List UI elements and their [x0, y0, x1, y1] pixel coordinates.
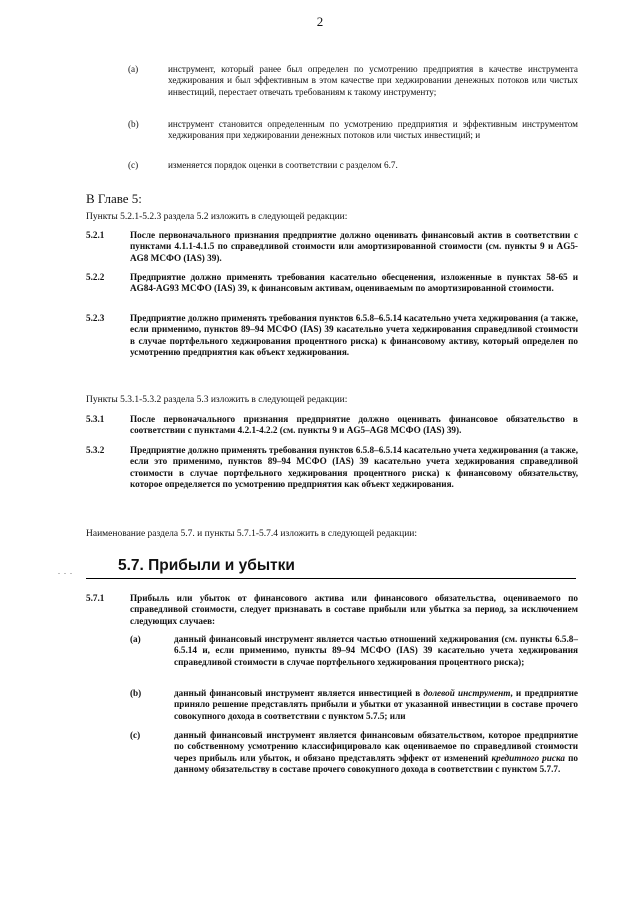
italic-term: кредитного риска	[491, 752, 565, 763]
section-52-intro: Пункты 5.2.1-5.2.3 раздела 5.2 изложить в следующей редакции:	[86, 212, 348, 222]
paragraph-5-2-1	[86, 230, 578, 264]
item-text: инструмент, который ранее был определен по усмотрению предприятия в качестве инструмента хеджирования и был эффективным в этом качестве при хеджировании денежных потоков или чистых инвестиций, перестает отвечать требованиям к такому инструменту;	[168, 64, 578, 97]
list-item-a	[128, 64, 578, 110]
list-item-c	[128, 160, 578, 172]
paragraph-number: 5.3.1	[86, 414, 105, 424]
sub-item-b	[130, 688, 578, 722]
sub-item-a	[130, 634, 578, 680]
item-text: инструмент становится определенным по усмотрению предприятия и эффективным инструментом хеджирования при хеджировании денежных потоков или чистых инвестиций; и	[168, 119, 578, 141]
section-title: 5.7. Прибыли и убытки	[118, 557, 295, 574]
paragraph-text: Предприятие должно применять требования касательно обесценения, изложенные в пунктах 58-65 и AG84-AG93 МСФО (IAS) 39, к финансовым активам, оцениваемым по амортизированной стоимости.	[130, 272, 578, 294]
sub-item-label: (a)	[130, 634, 141, 644]
paragraph-number: 5.2.3	[86, 313, 105, 323]
paragraph-number: 5.7.1	[86, 593, 105, 603]
paragraph-text: После первоначального признания предприятие должно оценивать финансовое обязательство в соответствии с пунктами 4.2.1-4.2.2 (см. пункты 9 и AG5–AG8 МСФО (IAS) 39).	[130, 414, 578, 436]
section-leader-dots: . . .	[58, 567, 73, 576]
paragraph-5-3-1	[86, 414, 578, 438]
paragraph-text: Предприятие должно применять требования пунктов 6.5.8–6.5.14 касательно учета хеджирования (а также, если это применимо, пунктов 89–94 МСФО (IAS) 39 касательно учета хеджирования справедливой стоимости в случае портфельного хеджирования процентного риска) к финансовому обязательству, которое определяется по усмотрению предприятия как объект хеджирования.	[130, 445, 578, 490]
item-label: (c)	[128, 160, 139, 170]
paragraph-number: 5.3.2	[86, 445, 105, 455]
sub-item-c	[130, 730, 578, 788]
paragraph-5-3-2	[86, 445, 578, 503]
item-label: (a)	[128, 64, 139, 74]
sub-item-text: данный финансовый инструмент является инвестицией в долевой инструмент, и предприятие приняло решение представлять прибыли и убытки от указанной инвестиции в составе прочего совокупного дохода в соответствии с пунктом 5.7.5; или	[174, 688, 579, 721]
list-item-b	[128, 119, 578, 153]
page-number: 2	[316, 14, 324, 29]
chapter-heading: В Главе 5:	[86, 191, 142, 206]
section-57-intro: Наименование раздела 5.7. и пункты 5.7.1-5.7.4 изложить в следующей редакции:	[86, 529, 418, 539]
sub-item-text: данный финансовый инструмент является частью отношений хеджирования (см. пункты 6.5.8–6.5.14 и, если применимо, пункты 89–94 МСФО (IAS) 39 касательно учета хеджирования справедливой стоимости в случае портфельного хеджирования процентного риска);	[174, 634, 578, 667]
paragraph-text: Прибыль или убыток от финансового актива или финансового обязательства, оцениваемого по справедливой стоимости, следует признавать в составе прибыли или убытка за период, за исключением следующих случаев:	[130, 593, 578, 626]
paragraph-5-7-1	[86, 593, 578, 627]
paragraph-text: После первоначального признания предприятие должно оценивать финансовый актив в соответствии с пунктами 4.1.1-4.1.5 по справедливой стоимости или амортизированной стоимости (см. пункты 9 и AG5-AG8 МСФО (IAS) 39).	[130, 230, 578, 263]
sub-item-label: (b)	[130, 688, 142, 698]
sub-item-label: (c)	[130, 730, 141, 740]
item-text: изменяется порядок оценки в соответствии с разделом 6.7.	[168, 160, 398, 170]
paragraph-5-2-2	[86, 272, 578, 306]
item-label: (b)	[128, 119, 139, 129]
paragraph-text: Предприятие должно применять требования пунктов 6.5.8–6.5.14 касательно учета хеджирования (а также, если применимо, пунктов 89–94 МСФО (IAS) 39 касательно учета хеджирования справедливой стоимости в случае портфельного хеджирования процентного риска) к финансовому активу, который определен по усмотрению предприятия как объект хеджирования.	[130, 313, 578, 358]
paragraph-number: 5.2.1	[86, 230, 105, 240]
paragraph-number: 5.2.2	[86, 272, 105, 282]
section-53-intro: Пункты 5.3.1-5.3.2 раздела 5.3 изложить в следующей редакции:	[86, 395, 348, 405]
section-rule	[86, 578, 576, 579]
italic-term: долевой инструмент	[423, 688, 511, 698]
sub-item-text: данный финансовый инструмент является финансовым обязательством, которое предприятие по собственному усмотрению классифицировало как оцениваемое по справедливой стоимости через прибыль или убыток, и обязано представлять эффект от изменений кредитного риска по данному обязательству в составе прочего совокупного дохода в соответствии с пунктом 5.7.7.	[174, 730, 579, 775]
paragraph-5-2-3	[86, 313, 578, 371]
